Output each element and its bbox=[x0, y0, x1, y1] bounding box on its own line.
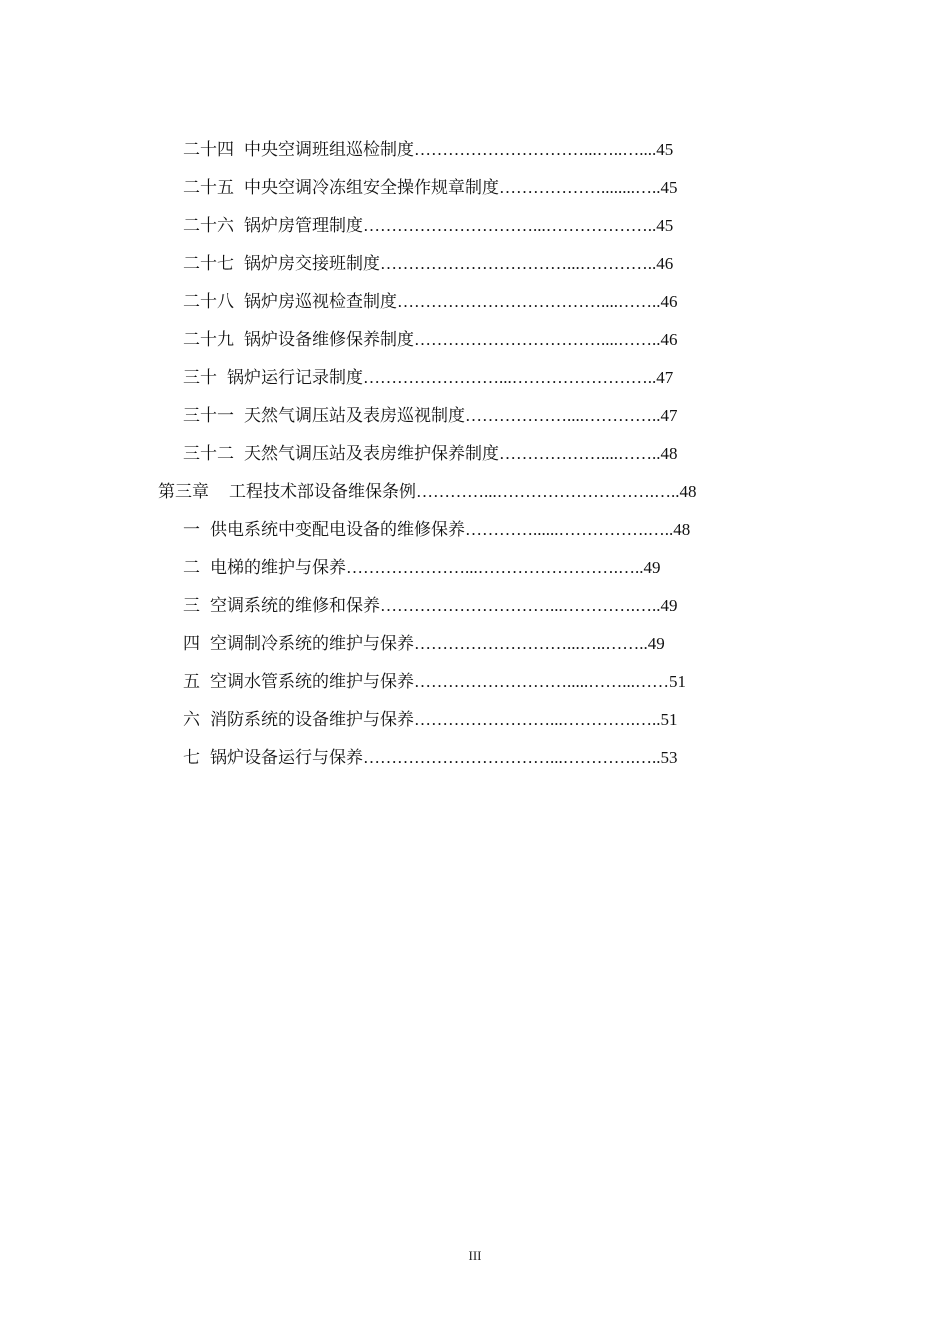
toc-entry-title: 锅炉房管理制度 bbox=[244, 216, 363, 236]
toc-leader-dots: …………………………...…..….... bbox=[414, 140, 657, 159]
toc-entry[interactable] bbox=[0, 663, 950, 701]
toc-entry-page: 49 bbox=[647, 634, 665, 653]
toc-entry[interactable] bbox=[0, 701, 950, 739]
toc-entry-page: 46 bbox=[656, 254, 674, 273]
toc-entry-title: 锅炉设备运行与保养 bbox=[210, 748, 363, 768]
toc-entry-title: 供电系统中变配电设备的维修保养 bbox=[210, 520, 465, 540]
toc-entry-title: 天然气调压站及表房维护保养制度 bbox=[244, 444, 499, 464]
toc-entry-page: 46 bbox=[660, 292, 678, 311]
toc-entry-page: 49 bbox=[643, 558, 661, 577]
toc-leader-dots: ……………………………...………….….. bbox=[363, 748, 661, 767]
toc-entry[interactable] bbox=[0, 511, 950, 549]
toc-leader-dots: ………………………...…..…….. bbox=[414, 634, 648, 653]
toc-chapter-page: 48 bbox=[679, 482, 697, 501]
toc-entry-number: 二 bbox=[183, 558, 200, 578]
table-of-contents bbox=[0, 131, 950, 777]
toc-entry[interactable] bbox=[0, 625, 950, 663]
toc-entry-number: 二十七 bbox=[183, 254, 234, 274]
toc-entry[interactable] bbox=[0, 245, 950, 283]
toc-entry[interactable] bbox=[0, 169, 950, 207]
toc-leader-dots: ……………………………....…….. bbox=[414, 330, 661, 349]
toc-entry-number: 三十一 bbox=[183, 406, 234, 426]
toc-entry[interactable] bbox=[0, 131, 950, 169]
toc-entry-title: 锅炉运行记录制度 bbox=[227, 368, 363, 388]
toc-entry-title: 锅炉房巡视检查制度 bbox=[244, 292, 397, 312]
toc-entry-title: 中央空调班组巡检制度 bbox=[244, 140, 414, 160]
toc-entry[interactable] bbox=[0, 435, 950, 473]
toc-leader-dots: …………………………...……………….. bbox=[363, 216, 657, 235]
toc-entry-number: 三十 bbox=[183, 368, 217, 388]
toc-entry-number: 四 bbox=[183, 634, 200, 654]
toc-entry-title: 空调水管系统的维护与保养 bbox=[210, 672, 414, 692]
toc-entry-page: 47 bbox=[656, 368, 674, 387]
toc-entry[interactable] bbox=[0, 397, 950, 435]
toc-entry-number: 六 bbox=[183, 710, 200, 730]
toc-entry-number: 三十二 bbox=[183, 444, 234, 464]
page-number-footer: III bbox=[468, 1248, 482, 1263]
toc-entry-title: 消防系统的设备维护与保养 bbox=[210, 710, 414, 730]
toc-leader-dots: ………………....………….. bbox=[465, 406, 661, 425]
toc-entry-number: 二十四 bbox=[183, 140, 234, 160]
toc-chapter-title: 工程技术部设备维保条例 bbox=[229, 482, 416, 502]
toc-entry-number: 二十五 bbox=[183, 178, 234, 198]
toc-chapter-number: 第三章 bbox=[158, 482, 209, 502]
toc-entry-page: 45 bbox=[660, 178, 678, 197]
toc-leader-dots: ………………........….. bbox=[499, 178, 661, 197]
toc-entry-title: 锅炉设备维修保养制度 bbox=[244, 330, 414, 350]
toc-leader-dots: ………………………………....…….. bbox=[397, 292, 661, 311]
toc-entry-page: 45 bbox=[656, 216, 674, 235]
toc-leader-dots: ……………………….....……...…… bbox=[414, 672, 669, 691]
toc-entry-title: 电梯的维护与保养 bbox=[210, 558, 346, 578]
toc-entry[interactable] bbox=[0, 359, 950, 397]
toc-entry-title: 空调制冷系统的维护与保养 bbox=[210, 634, 414, 654]
toc-entry-page: 48 bbox=[673, 520, 691, 539]
toc-leader-dots: …………...……………………….….. bbox=[416, 482, 680, 501]
toc-entry-page: 47 bbox=[660, 406, 678, 425]
toc-entry[interactable] bbox=[0, 739, 950, 777]
toc-entry-number: 三 bbox=[183, 596, 200, 616]
toc-entry-page: 53 bbox=[660, 748, 678, 767]
toc-entry-title: 中央空调冷冻组安全操作规章制度 bbox=[244, 178, 499, 198]
toc-entry[interactable] bbox=[0, 549, 950, 587]
toc-entry-title: 空调系统的维修和保养 bbox=[210, 596, 380, 616]
toc-leader-dots: ……………………...…………………….. bbox=[363, 368, 657, 387]
toc-leader-dots: ………………....…….. bbox=[499, 444, 661, 463]
toc-entry-number: 二十八 bbox=[183, 292, 234, 312]
toc-entry-title: 锅炉房交接班制度 bbox=[244, 254, 380, 274]
toc-leader-dots: …………………………...………….….. bbox=[380, 596, 661, 615]
toc-entry[interactable] bbox=[0, 283, 950, 321]
toc-entry-title: 天然气调压站及表房巡视制度 bbox=[244, 406, 465, 426]
toc-entry-number: 七 bbox=[183, 748, 200, 768]
toc-leader-dots: ……………………………...………….. bbox=[380, 254, 657, 273]
toc-entry-page: 49 bbox=[660, 596, 678, 615]
toc-entry-page: 46 bbox=[660, 330, 678, 349]
toc-leader-dots: …………………...…………………….….. bbox=[346, 558, 644, 577]
toc-entry-page: 48 bbox=[660, 444, 678, 463]
toc-leader-dots: ……………………...………….….. bbox=[414, 710, 661, 729]
toc-entry-page: 51 bbox=[669, 672, 686, 691]
toc-chapter-entry[interactable] bbox=[0, 473, 950, 511]
toc-entry[interactable] bbox=[0, 321, 950, 359]
toc-entry-number: 二十九 bbox=[183, 330, 234, 350]
toc-leader-dots: …………......…………….….. bbox=[465, 520, 674, 539]
toc-entry-page: 51 bbox=[660, 710, 678, 729]
toc-entry-number: 二十六 bbox=[183, 216, 234, 236]
toc-entry[interactable] bbox=[0, 207, 950, 245]
toc-entry[interactable] bbox=[0, 587, 950, 625]
toc-entry-number: 五 bbox=[183, 672, 200, 692]
toc-entry-number: 一 bbox=[183, 520, 200, 540]
toc-entry-page: 45 bbox=[656, 140, 674, 159]
